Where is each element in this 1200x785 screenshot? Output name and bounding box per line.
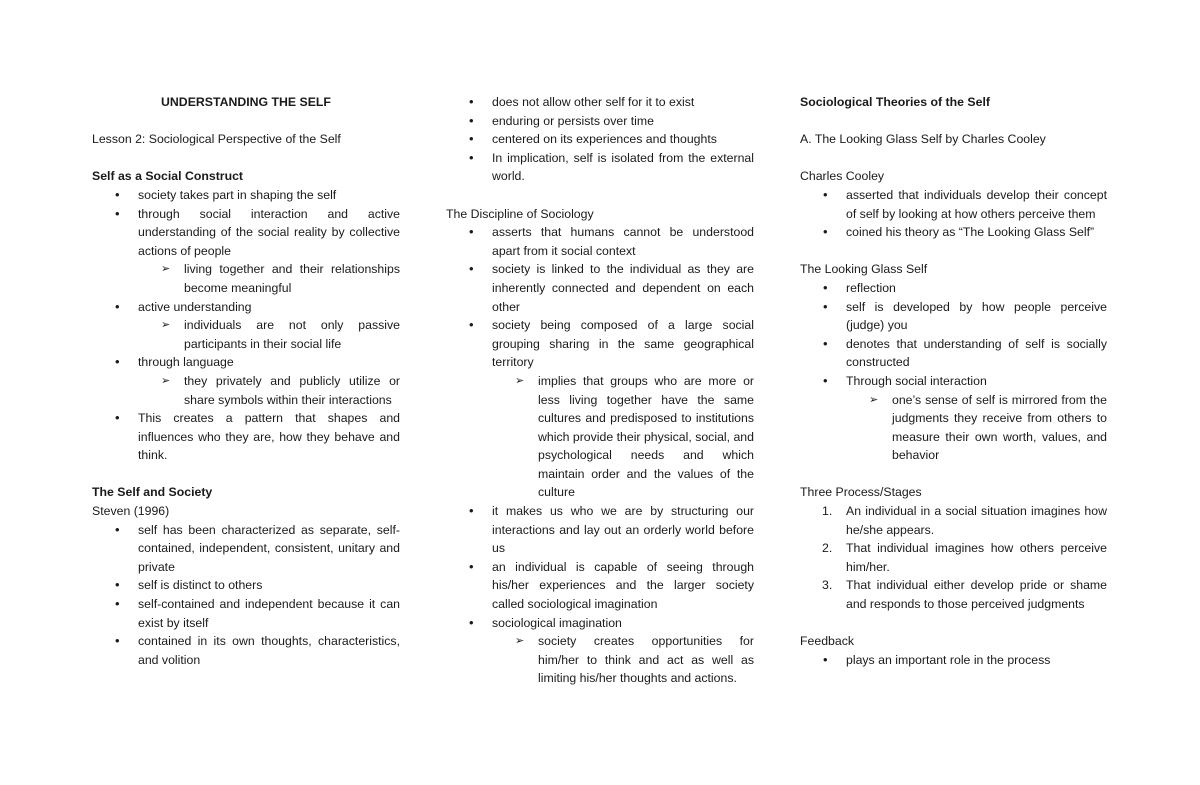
list-item: • does not allow other self for it to exist <box>446 93 754 112</box>
list-item: • self has been characterized as separate, self-contained, independent, consistent, unitary and private <box>92 521 400 577</box>
sub-list <box>138 260 400 297</box>
list-item: • denotes that understanding of self is socially constructed <box>800 335 1107 372</box>
list-item: • self is distinct to others <box>92 576 400 595</box>
bullet-list <box>446 223 754 688</box>
list-item: • enduring or persists over time <box>446 112 754 131</box>
sub-list-item: ➢ society creates opportunities for him/her to think and act as well as limiting his/her thoughts and actions. <box>492 632 754 688</box>
column-middle <box>446 93 754 688</box>
lesson-title: Lesson 2: Sociological Perspective of the Self <box>92 132 341 147</box>
sub-list <box>138 372 400 409</box>
list-item: • society being composed of a large social grouping sharing in the same geographical territory ➢ implies that groups who are more or less living together have the same cultures and predisposed to institutions which provide their physical, social, and psychological needs and which maintain order and the values of the culture <box>446 316 754 502</box>
section-heading-looking-glass-self: The Looking Glass Self <box>800 262 928 277</box>
numbered-list <box>800 502 1107 614</box>
author-citation: Steven (1996) <box>92 504 170 519</box>
section-heading-theories: Sociological Theories of the Self <box>800 95 990 109</box>
numbered-item: 2. That individual imagines how others perceive him/her. <box>822 541 1107 574</box>
list-item: • sociological imagination ➢ society creates opportunities for him/her to think and act as well as limiting his/her thoughts and actions. <box>446 614 754 688</box>
list-item: • self-contained and independent because it can exist by itself <box>92 595 400 632</box>
list-item: • Through social interaction ➢ one’s sense of self is mirrored from the judgments they receive from others to measure their own worth, values, and behavior <box>800 372 1107 465</box>
list-item: • self is developed by how people perceive (judge) you <box>800 298 1107 335</box>
sub-list <box>492 372 754 502</box>
numbered-item: 1. An individual in a social situation imagines how he/she appears. <box>822 504 1107 537</box>
list-item: • This creates a pattern that shapes and influences who they are, how they behave and think. <box>92 409 400 465</box>
section-heading-sociology: The Discipline of Sociology <box>446 206 594 221</box>
column-right <box>800 93 1107 669</box>
sub-list-item: ➢ they privately and publicly utilize or share symbols within their interactions <box>138 372 400 409</box>
list-item: • society takes part in shaping the self <box>92 186 400 205</box>
list-item: • coined his theory as “The Looking Glass Self” <box>800 223 1107 242</box>
bullet-list <box>800 651 1107 670</box>
list-item: • through social interaction and active understanding of the social reality by collective actions of people ➢ living together and their relationships become meaningful <box>92 205 400 298</box>
bullet-list <box>92 186 400 465</box>
list-item: • asserted that individuals develop their concept of self by looking at how others perceive them <box>800 186 1107 223</box>
list-item: • an individual is capable of seeing through his/her experiences and the larger society called sociological imagination <box>446 558 754 614</box>
list-item: • society is linked to the individual as they are inherently connected and dependent on each other <box>446 260 754 316</box>
bullet-list <box>446 93 754 186</box>
sub-list <box>846 391 1107 465</box>
list-item: • plays an important role in the process <box>800 651 1107 670</box>
list-item: • asserts that humans cannot be understood apart from it social context <box>446 223 754 260</box>
section-heading-feedback: Feedback <box>800 634 855 649</box>
section-heading-stages: Three Process/Stages <box>800 485 922 500</box>
list-item: • centered on its experiences and thoughts <box>446 130 754 149</box>
bullet-list <box>800 279 1107 465</box>
bullet-list <box>92 521 400 670</box>
section-heading-self-and-society: The Self and Society <box>92 485 213 500</box>
list-item: • In implication, self is isolated from the external world. <box>446 149 754 186</box>
sub-list <box>138 316 400 353</box>
numbered-item: 3. That individual either develop pride or shame and responds to those perceived judgments <box>822 578 1107 612</box>
sub-list-item: ➢ one’s sense of self is mirrored from the judgments they receive from others to measure their own worth, values, and behavior <box>846 391 1107 465</box>
section-heading-social-construct: Self as a Social Construct <box>92 169 244 184</box>
subsection-heading-looking-glass: A. The Looking Glass Self by Charles Cooley <box>800 132 1046 147</box>
list-item: • active understanding ➢ individuals are not only passive participants in their social life <box>92 298 400 354</box>
list-item: • it makes us who we are by structuring our interactions and lay out an orderly world before us <box>446 502 754 558</box>
sub-list-item: ➢ implies that groups who are more or less living together have the same cultures and predisposed to institutions which provide their physical, social, and psychological needs and which maintain order and the values of the culture <box>492 372 754 502</box>
sub-list <box>492 632 754 688</box>
list-item: • contained in its own thoughts, characteristics, and volition <box>92 632 400 669</box>
list-item: • through language ➢ they privately and publicly utilize or share symbols within their interactions <box>92 353 400 409</box>
list-item: • reflection <box>800 279 1107 298</box>
sub-list-item: ➢ living together and their relationships become meaningful <box>138 260 400 297</box>
bullet-list <box>800 186 1107 242</box>
author-name: Charles Cooley <box>800 169 885 184</box>
document-title: UNDERSTANDING THE SELF <box>161 95 331 109</box>
sub-list-item: ➢ individuals are not only passive participants in their social life <box>138 316 400 353</box>
column-left <box>92 93 400 669</box>
